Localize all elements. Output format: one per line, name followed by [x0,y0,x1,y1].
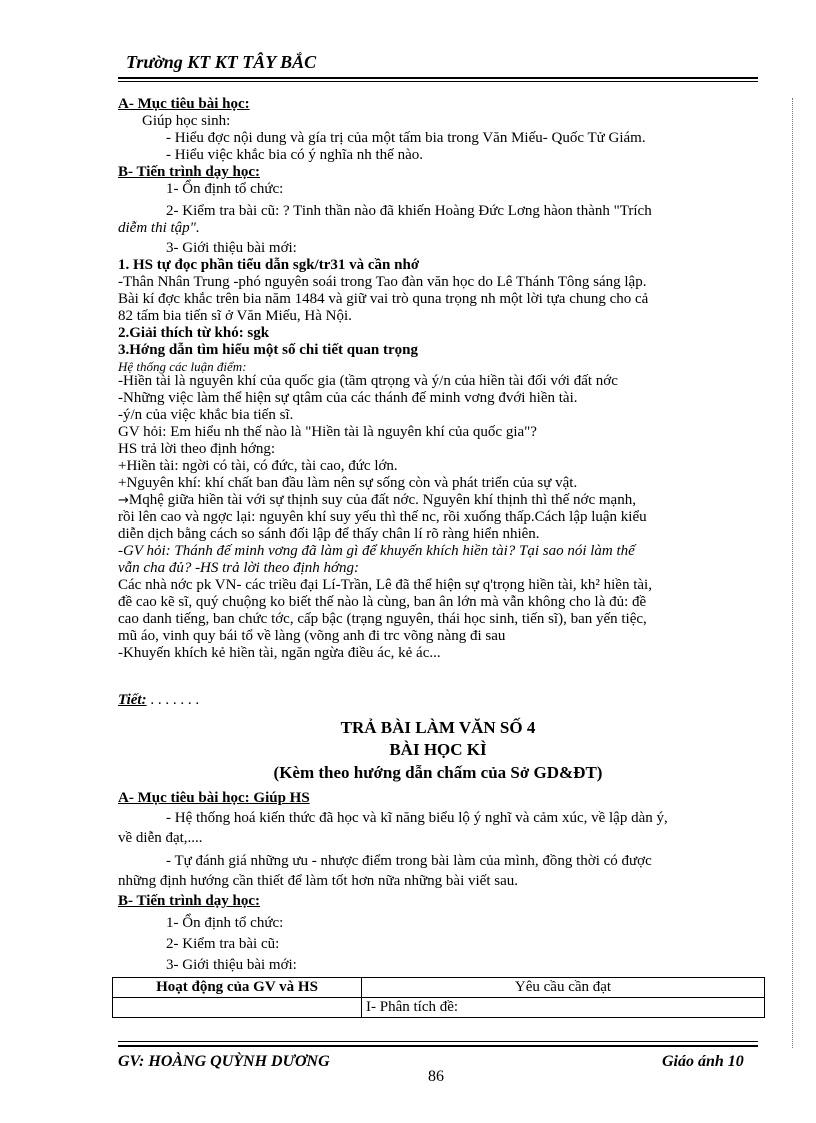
paragraph-line: cao danh tiếng, ban chức tớc, cấp bậc (trạng nguyên, thái học sinh, tiến sĩ), ban yến tiệc, [118,611,647,627]
paragraph-line: đề cao kẽ sĩ, quý chuộng ko biết thế nào là cùng, ban ân lớn mà vẫn không cho là đủ: đề [118,594,647,610]
paragraph-line: -Thân Nhân Trung -phó nguyên soái trong Tao đàn văn học do Lê Thánh Tông sáng lập. [118,274,647,290]
objective-item-cont: về diễn đạt,.... [118,830,203,846]
paragraph-line: 82 tấm bia tiến sĩ ở Văn Miếu, Hà Nội. [118,308,352,324]
paragraph-line: rồi lên cao và ngợc lại: nguyên khí suy yếu thì thế nc, rồi xuống thấp.Cách lập luận kiểu [118,509,647,525]
process-heading-2: B- Tiến trình dạy học: [118,893,260,909]
arrow-right-icon: → [118,493,129,508]
process-step: 1- Ổn định tổ chức: [166,181,284,197]
objectives-heading: A- Mục tiêu bài học: [118,96,250,112]
objective-item: - Tự đánh giá những ưu - nhược điểm trong bài làm của mình, đồng thời có được [166,853,652,869]
table-header-requirement: Yêu cầu cần đạt [362,978,765,998]
lesson-title: TRẢ BÀI LÀM VĂN SỐ 4 [340,718,536,737]
paragraph-line: -GV hỏi: Thánh đế minh vơng đã làm gì để khuyến khích hiền tài? Tại sao nói làm thế [118,543,635,559]
table-header-row [113,978,765,998]
lesson-period-dots: . . . . . . . [150,692,200,708]
process-step: 2- Kiểm tra bài cũ: ? Tinh thần nào đã khiến Hoàng Đức Lơng hàon thành "Trích [166,203,652,219]
footer-rule [118,1045,758,1047]
paragraph-line: +Nguyên khí: khí chất ban đầu làm nên sự sống còn và phát triển của sự vật. [118,475,578,491]
objective-item: - Hiểu việc khắc bia có ý nghĩa nh thế nào. [166,147,423,163]
paragraph-line: GV hỏi: Em hiểu nh thế nào là "Hiền tài là nguyên khí của quốc gia"? [118,424,537,440]
table-cell: I- Phân tích đề: [362,998,765,1018]
process-step: 1- Ổn định tổ chức: [166,915,284,931]
process-step-cont: diễm thi tập". [118,220,200,236]
paragraph-line: diễn dịch bằng cách so sánh đối lập để thấy chân lí rõ ràng hiển nhiên. [118,526,540,542]
process-heading: B- Tiến trình dạy học: [118,164,260,180]
paragraph-line: Các nhà nớc pk VN- các triều đại Lí-Trần, Lê đã thể hiện sự q'trọng hiền tài, kh² hiền tài, [118,577,652,593]
lesson-note: (Kèm theo hướng dẫn chấm của Sở GD&ĐT) [273,763,603,782]
paragraph-text: Mqhệ giữa hiền tài với sự thịnh suy của đất nớc. Nguyên khí thịnh thì thế nớc mạnh, [128,492,636,508]
paragraph-line: -Khuyến khích kẻ hiền tài, ngăn ngừa điều ác, kẻ ác... [118,645,441,661]
objectives-intro: Giúp học sinh: [142,113,231,129]
subheading-2: 2.Giải thích từ khó: sgk [118,325,270,341]
header-rule [118,77,758,79]
table-cell [113,998,362,1018]
lesson-subtitle: BÀI HỌC KÌ [389,740,487,759]
header-rule-thin [118,81,758,82]
process-step: 3- Giới thiệu bài mới: [166,957,297,973]
table-row [113,998,765,1018]
activity-table [112,977,765,1018]
margin-line [792,98,793,1048]
table-header-activity: Hoạt động của GV và HS [113,978,362,998]
paragraph-line: -Những việc làm thể hiện sự qtâm của các thánh đế minh vơng đvới hiền tài. [118,390,578,406]
process-step: 3- Giới thiệu bài mới: [166,240,297,256]
objectives-heading-2: A- Mục tiêu bài học: Giúp HS [118,790,310,806]
teacher-name: GV: HOÀNG QUỲNH DƯƠNG [118,1053,330,1070]
paragraph-line: mũ áo, vinh quy bái tổ về làng (võng anh đi trc võng nàng đi sau [118,628,506,644]
lesson-period-label: Tiết: [118,692,147,708]
paragraph-line: HS trả lời theo định hớng: [118,441,276,457]
school-header: Trường KT KT TÂY BẮC [126,52,317,72]
points-label: Hệ thống các luận điểm: [118,359,247,374]
paragraph-line: -Hiền tài là nguyên khí của quốc gia (tầm qtrọng và ý/n của hiền tài đối với đất nớc [118,373,618,389]
paragraph-line: vẫn cha đủ? -HS trả lời theo định hớng: [118,560,359,576]
subheading-3: 3.Hớng dẫn tìm hiểu một số chi tiết quan trọng [118,342,418,358]
subheading-1: 1. HS tự đọc phần tiểu dẫn sgk/tr31 và cần nhớ [118,257,420,273]
paragraph-line [118,492,636,509]
lesson-period [118,692,199,709]
book-title: Giáo ánh 10 [662,1053,744,1070]
paragraph-line: -ý/n của việc khắc bia tiến sĩ. [118,407,294,423]
paragraph-line: Bài kí đợc khắc trên bia năm 1484 và giữ vai trò quna trọng nh một lời tựa chung cho cả [118,291,649,307]
objective-item: - Hiểu đợc nội dung và gía trị của một tấm bia trong Văn Miếu- Quốc Tử Giám. [166,130,646,146]
paragraph-line: +Hiền tài: ngời có tài, có đức, tài cao, đức lớn. [118,458,398,474]
page-number: 86 [428,1068,444,1085]
process-step: 2- Kiểm tra bài cũ: [166,936,280,952]
objective-item: - Hệ thống hoá kiến thức đã học và kĩ năng biểu lộ ý nghĩ và cảm xúc, về lập dàn ý, [166,810,668,826]
footer-rule-thin [118,1041,758,1042]
objective-item-cont: những định hướng cần thiết để làm tốt hơn nữa những bài viết sau. [118,873,518,889]
